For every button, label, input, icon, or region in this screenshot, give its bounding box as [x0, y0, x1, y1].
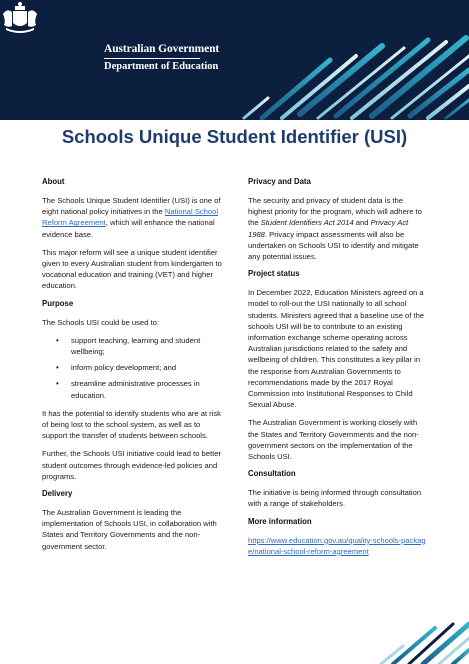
- list-item: • streamline administrative processes in education.: [56, 379, 200, 400]
- purpose-heading: Purpose: [42, 298, 74, 308]
- more-information-paragraph: [248, 535, 428, 557]
- department-name: Department of Education: [104, 61, 219, 72]
- coat-of-arms-icon: [0, 0, 40, 36]
- left-column: [42, 177, 222, 559]
- project-status-heading: Project status: [248, 269, 300, 279]
- consultation-heading: Consultation: [248, 469, 296, 479]
- national-school-reform-agreement-link[interactable]: National School Reform Agreement: [42, 207, 219, 228]
- right-column: [248, 177, 428, 564]
- more-information-heading: More information: [248, 516, 312, 526]
- header-divider: [104, 58, 200, 59]
- about-heading: About: [42, 177, 65, 186]
- purpose-paragraph-2: It has the potential to identify students who are at risk of being lost to the school system, as well as to support the transfer of students between schools.: [42, 408, 221, 441]
- page-title: Schools Unique Student Identifier (USI): [61, 126, 408, 147]
- privacy-paragraph: The security and privacy of student data is the highest priority for the program, which will adhere to the Student Identifiers Act 2014 and Privacy Act 1988. Privacy impact assessments will also be undertaken on Schools USI to identify and mitigate any potential issues.: [248, 196, 422, 262]
- list-item: • support teaching, learning and student wellbeing;: [56, 335, 201, 357]
- about-paragraph-2: This major reform will see a unique student identifier given to every Australian student from kindergarten to vocational education and training (VET) and higher education.: [42, 247, 222, 291]
- delivery-paragraph: The Australian Government is leading the implementation of Schools USI, in collaboration with States and Territory Governments and the non-government sector.: [42, 508, 217, 551]
- bullet-icon: •: [56, 363, 59, 373]
- consultation-paragraph: The initiative is being informed through consultation with a range of stakeholders.: [248, 488, 422, 509]
- list-item: • inform policy development; and: [56, 363, 177, 373]
- purpose-list: [42, 335, 222, 401]
- more-information-link[interactable]: https://www.education.gov.au/quality-schools-package/national-school-reform-agreement: [248, 535, 426, 556]
- project-status-paragraph-1: In December 2022, Education Ministers agreed on a model to roll-out the USI nationally to all school students. Ministers agreed that a baseline use of the schools USI will be to contribute to an existing information exchange scheme operating across Australian jurisdictions related to the safety and wellbeing of children. This constitutes a key pillar in the response from Australian Governments to recommendations made by the 2017 Royal Commission into Institutional Responses to Child Sexual Abuse.: [248, 288, 425, 410]
- purpose-paragraph-3: Further, the Schools USI initiative could lead to better student outcomes through evidence-led policies and programs.: [42, 449, 221, 481]
- bullet-icon: •: [56, 379, 59, 389]
- government-name: Australian Government: [104, 43, 220, 55]
- purpose-intro: The Schools USI could be used to:: [42, 317, 159, 327]
- privacy-heading: Privacy and Data: [248, 177, 311, 186]
- project-status-paragraph-2: The Australian Government is working closely with the States and Territory Governments and the non-government sectors on the implementation of the Schools USI.: [248, 418, 419, 462]
- bullet-icon: •: [56, 335, 59, 345]
- banner-stripes-graphic: [0, 0, 469, 120]
- about-paragraph-1: The Schools Unique Student Identifier (USI) is one of eight national policy initiatives in the National School Reform Agreement, which will enhance the national evidence base.: [42, 196, 221, 239]
- header-banner: [0, 0, 469, 120]
- footer-stripes-graphic: [379, 594, 469, 664]
- delivery-heading: Delivery: [42, 489, 73, 499]
